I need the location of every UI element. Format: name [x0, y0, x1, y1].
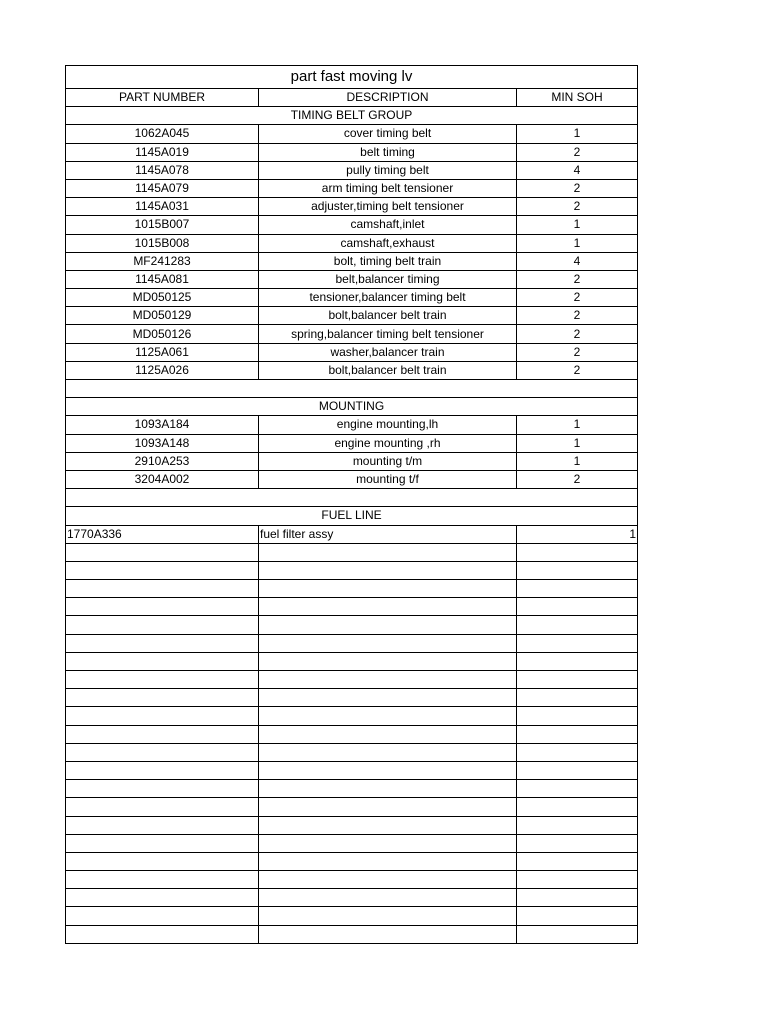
min-soh-cell — [517, 834, 638, 852]
empty-row — [66, 616, 638, 634]
empty-row — [66, 907, 638, 925]
description-cell — [259, 852, 517, 870]
empty-row — [66, 889, 638, 907]
part-number-cell — [66, 925, 259, 943]
empty-row — [66, 652, 638, 670]
description-cell: adjuster,timing belt tensioner — [259, 198, 517, 216]
part-number-cell — [66, 598, 259, 616]
spacer-row — [66, 489, 638, 507]
part-number-cell — [66, 761, 259, 779]
min-soh-cell — [517, 816, 638, 834]
description-cell — [259, 598, 517, 616]
empty-row — [66, 671, 638, 689]
min-soh-cell: 2 — [517, 289, 638, 307]
part-number-cell — [66, 798, 259, 816]
part-number-cell: 1062A045 — [66, 125, 259, 143]
part-row — [66, 198, 638, 216]
part-row — [66, 525, 638, 543]
empty-row — [66, 852, 638, 870]
description-cell — [259, 561, 517, 579]
part-row — [66, 270, 638, 288]
min-soh-cell — [517, 743, 638, 761]
description-cell — [259, 652, 517, 670]
description-cell: spring,balancer timing belt tensioner — [259, 325, 517, 343]
spacer-row — [66, 380, 638, 398]
min-soh-cell — [517, 852, 638, 870]
description-cell — [259, 689, 517, 707]
part-row — [66, 343, 638, 361]
part-number-cell: MF241283 — [66, 252, 259, 270]
empty-row — [66, 689, 638, 707]
description-cell: engine mounting ,rh — [259, 434, 517, 452]
part-number-cell — [66, 725, 259, 743]
min-soh-cell — [517, 652, 638, 670]
part-number-cell — [66, 671, 259, 689]
min-soh-cell: 4 — [517, 161, 638, 179]
part-number-cell — [66, 634, 259, 652]
empty-row — [66, 707, 638, 725]
empty-row — [66, 871, 638, 889]
description-cell — [259, 925, 517, 943]
part-number-cell — [66, 871, 259, 889]
min-soh-cell — [517, 689, 638, 707]
sheet-title: part fast moving lv — [66, 66, 638, 89]
part-row — [66, 307, 638, 325]
min-soh-cell — [517, 907, 638, 925]
description-cell — [259, 671, 517, 689]
part-number-cell: MD050125 — [66, 289, 259, 307]
part-number-cell: 2910A253 — [66, 452, 259, 470]
part-row — [66, 452, 638, 470]
part-number-cell — [66, 834, 259, 852]
section-row — [66, 107, 638, 125]
min-soh-cell — [517, 616, 638, 634]
description-cell: washer,balancer train — [259, 343, 517, 361]
description-cell — [259, 871, 517, 889]
min-soh-cell: 1 — [517, 125, 638, 143]
min-soh-cell — [517, 580, 638, 598]
empty-row — [66, 598, 638, 616]
description-cell — [259, 761, 517, 779]
min-soh-cell: 1 — [517, 416, 638, 434]
description-cell: pully timing belt — [259, 161, 517, 179]
part-row — [66, 216, 638, 234]
parts-sheet — [65, 65, 638, 944]
description-cell — [259, 707, 517, 725]
header-description: DESCRIPTION — [259, 89, 517, 107]
description-cell: mounting t/m — [259, 452, 517, 470]
description-cell — [259, 816, 517, 834]
empty-row — [66, 798, 638, 816]
part-row — [66, 234, 638, 252]
empty-row — [66, 725, 638, 743]
min-soh-cell — [517, 634, 638, 652]
min-soh-cell — [517, 707, 638, 725]
description-cell: belt timing — [259, 143, 517, 161]
min-soh-cell: 2 — [517, 307, 638, 325]
min-soh-cell — [517, 761, 638, 779]
part-number-cell: 1015B007 — [66, 216, 259, 234]
empty-row — [66, 580, 638, 598]
part-number-cell — [66, 852, 259, 870]
min-soh-cell: 1 — [517, 234, 638, 252]
min-soh-cell: 1 — [517, 216, 638, 234]
description-cell — [259, 780, 517, 798]
part-row — [66, 125, 638, 143]
section-label: MOUNTING — [66, 398, 638, 416]
min-soh-cell — [517, 598, 638, 616]
description-cell — [259, 580, 517, 598]
min-soh-cell — [517, 925, 638, 943]
part-row — [66, 325, 638, 343]
part-number-cell: 1015B008 — [66, 234, 259, 252]
part-row — [66, 434, 638, 452]
part-row — [66, 470, 638, 488]
description-cell — [259, 889, 517, 907]
header-row — [66, 89, 638, 107]
part-row — [66, 416, 638, 434]
description-cell: tensioner,balancer timing belt — [259, 289, 517, 307]
description-cell: cover timing belt — [259, 125, 517, 143]
description-cell: belt,balancer timing — [259, 270, 517, 288]
description-cell — [259, 743, 517, 761]
section-row — [66, 398, 638, 416]
part-number-cell: 1145A031 — [66, 198, 259, 216]
part-number-cell — [66, 907, 259, 925]
part-number-cell: 1125A026 — [66, 361, 259, 379]
description-cell: mounting t/f — [259, 470, 517, 488]
part-number-cell: 1093A184 — [66, 416, 259, 434]
part-number-cell: 1145A079 — [66, 179, 259, 197]
part-number-cell — [66, 816, 259, 834]
part-number-cell: MD050126 — [66, 325, 259, 343]
part-number-cell: 1145A019 — [66, 143, 259, 161]
min-soh-cell — [517, 889, 638, 907]
part-number-cell: 3204A002 — [66, 470, 259, 488]
min-soh-cell — [517, 543, 638, 561]
part-number-cell: 1125A061 — [66, 343, 259, 361]
part-number-cell — [66, 743, 259, 761]
header-min-soh: MIN SOH — [517, 89, 638, 107]
description-cell — [259, 907, 517, 925]
part-number-cell — [66, 543, 259, 561]
min-soh-cell: 2 — [517, 179, 638, 197]
min-soh-cell — [517, 871, 638, 889]
part-row — [66, 161, 638, 179]
min-soh-cell — [517, 798, 638, 816]
description-cell: camshaft,exhaust — [259, 234, 517, 252]
part-number-cell: 1145A078 — [66, 161, 259, 179]
part-number-cell — [66, 707, 259, 725]
description-cell — [259, 616, 517, 634]
part-number-cell: MD050129 — [66, 307, 259, 325]
min-soh-cell: 2 — [517, 470, 638, 488]
empty-row — [66, 780, 638, 798]
min-soh-cell: 1 — [517, 434, 638, 452]
part-number-cell: 1145A081 — [66, 270, 259, 288]
empty-row — [66, 543, 638, 561]
part-number-cell: 1770A336 — [66, 525, 259, 543]
empty-row — [66, 834, 638, 852]
section-label: FUEL LINE — [66, 507, 638, 525]
min-soh-cell — [517, 561, 638, 579]
empty-row — [66, 925, 638, 943]
description-cell: bolt, timing belt train — [259, 252, 517, 270]
description-cell: arm timing belt tensioner — [259, 179, 517, 197]
min-soh-cell — [517, 671, 638, 689]
min-soh-cell: 2 — [517, 270, 638, 288]
section-label: TIMING BELT GROUP — [66, 107, 638, 125]
part-row — [66, 179, 638, 197]
description-cell — [259, 798, 517, 816]
description-cell: engine mounting,lh — [259, 416, 517, 434]
title-row — [66, 66, 638, 89]
min-soh-cell: 2 — [517, 343, 638, 361]
min-soh-cell — [517, 725, 638, 743]
part-number-cell: 1093A148 — [66, 434, 259, 452]
empty-row — [66, 561, 638, 579]
description-cell: bolt,balancer belt train — [259, 307, 517, 325]
description-cell: bolt,balancer belt train — [259, 361, 517, 379]
part-row — [66, 289, 638, 307]
part-row — [66, 143, 638, 161]
min-soh-cell: 2 — [517, 325, 638, 343]
part-number-cell — [66, 689, 259, 707]
section-row — [66, 507, 638, 525]
min-soh-cell: 2 — [517, 198, 638, 216]
empty-row — [66, 743, 638, 761]
part-number-cell — [66, 561, 259, 579]
min-soh-cell: 2 — [517, 361, 638, 379]
parts-sheet-body — [66, 66, 638, 944]
part-row — [66, 252, 638, 270]
min-soh-cell — [517, 780, 638, 798]
description-cell — [259, 834, 517, 852]
empty-row — [66, 634, 638, 652]
header-part-number: PART NUMBER — [66, 89, 259, 107]
min-soh-cell: 4 — [517, 252, 638, 270]
empty-row — [66, 816, 638, 834]
spacer-cell — [66, 489, 638, 507]
part-number-cell — [66, 889, 259, 907]
spacer-cell — [66, 380, 638, 398]
part-number-cell — [66, 580, 259, 598]
description-cell — [259, 634, 517, 652]
empty-row — [66, 761, 638, 779]
description-cell: camshaft,inlet — [259, 216, 517, 234]
min-soh-cell: 1 — [517, 525, 638, 543]
part-number-cell — [66, 616, 259, 634]
part-number-cell — [66, 780, 259, 798]
part-row — [66, 361, 638, 379]
description-cell: fuel filter assy — [259, 525, 517, 543]
description-cell — [259, 725, 517, 743]
min-soh-cell: 2 — [517, 143, 638, 161]
part-number-cell — [66, 652, 259, 670]
min-soh-cell: 1 — [517, 452, 638, 470]
description-cell — [259, 543, 517, 561]
